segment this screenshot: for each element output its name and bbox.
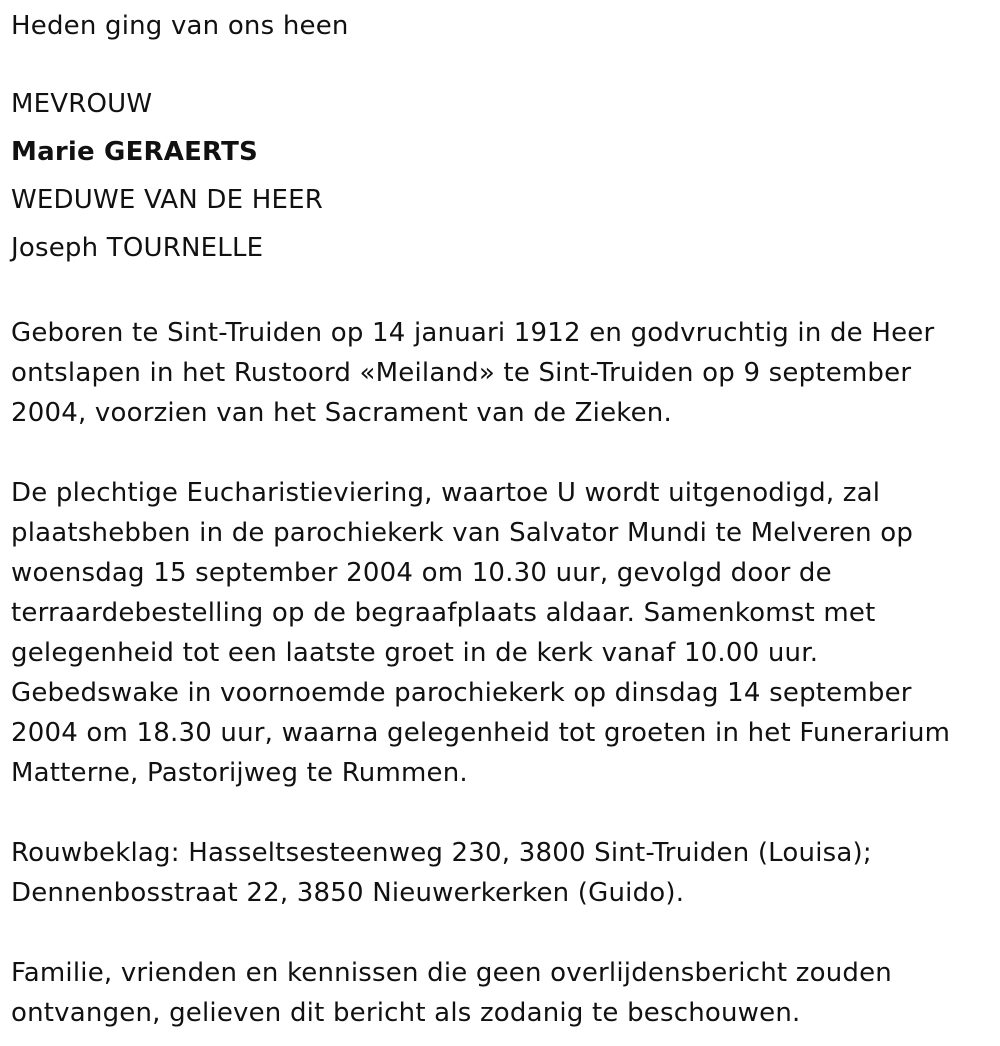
deceased-header: [11, 80, 986, 272]
birth-death-paragraph: Geboren te Sint-Truiden op 14 januari 1912 en godvruchtig in de Heer ontslapen in het Rustoord «Meiland» te Sint-Truiden op 9 september 2004, voorzien van het Sacrament van de Zieken.: [11, 318, 935, 428]
title-mevrouw: MEVROUW: [11, 89, 153, 119]
spacer: [11, 913, 986, 953]
deceased-name: Marie GERAERTS: [11, 137, 258, 167]
spouse-name: Joseph TOURNELLE: [11, 233, 264, 263]
spacer: [11, 433, 986, 473]
relation-line: WEDUWE VAN DE HEER: [11, 185, 323, 215]
condolences-paragraph: Rouwbeklag: Hasseltsesteenweg 230, 3800 Sint-Truiden (Louisa); Dennenbosstraat 22, 3850 Nieuwerkerken (Guido).: [11, 838, 872, 908]
spacer: [11, 793, 986, 833]
closing-paragraph: Familie, vrienden en kennissen die geen overlijdensbericht zouden ontvangen, gelieven dit bericht als zodanig te beschouwen.: [11, 958, 892, 1028]
intro-line: Heden ging van ons heen: [11, 11, 349, 41]
obituary-document: [11, 6, 986, 1033]
spacer: [11, 46, 986, 80]
spacer: [11, 272, 986, 313]
ceremony-paragraph: De plechtige Eucharistieviering, waartoe U wordt uitgenodigd, zal plaatshebben in de parochiekerk van Salvator Mundi te Melveren op woensdag 15 september 2004 om 10.30 uur, gevolgd door de terraardebestelling op de begraafplaats aldaar. Samenkomst met gelegenheid tot een laatste groet in de kerk vanaf 10.00 uur. Gebedswake in voornoemde parochiekerk op dinsdag 14 september 2004 om 18.30 uur, waarna gelegenheid tot groeten in het Funerarium Matterne, Pastorijweg te Rummen.: [11, 478, 951, 788]
